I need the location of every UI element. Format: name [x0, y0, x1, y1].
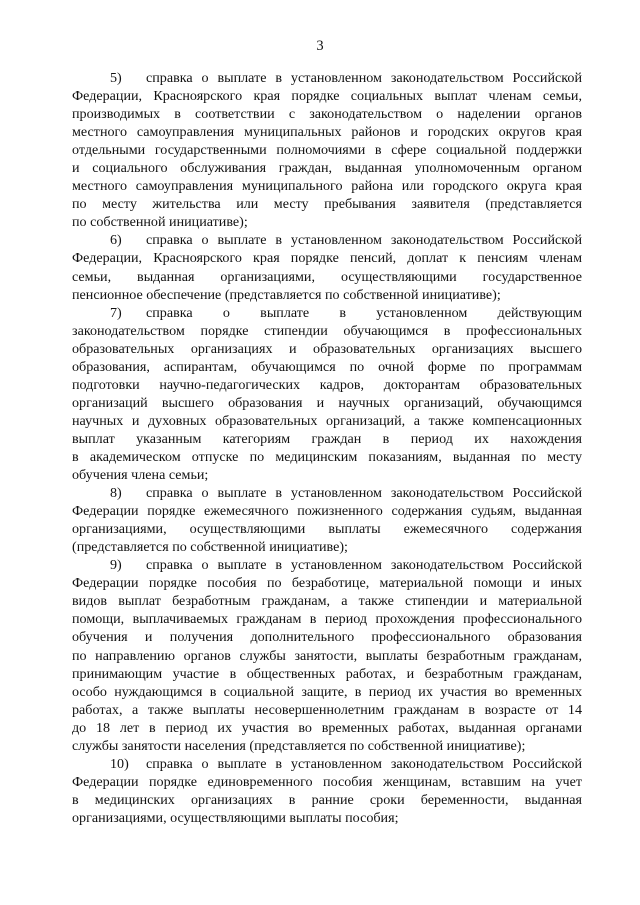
- line-text: Федерации порядке единовременного пособия женщинам, вставшим на учет: [72, 773, 582, 790]
- line-text: принимающим участие в общественных работах, и безработным гражданам,: [72, 665, 582, 682]
- text-line: [72, 430, 582, 448]
- line-text: подготовки научно-педагогических кадров, докторантам образовательных: [72, 376, 582, 393]
- line-text: Федерации, Красноярского края порядке пенсий, доплат к пенсиям членам: [72, 250, 582, 267]
- line-text: организаций высшего образования и научных организаций, обучающимся: [72, 394, 582, 411]
- text-line: [72, 123, 582, 141]
- line-text: работах, а также выплаты несовершеннолетним гражданам в возрасте от 14: [72, 701, 582, 718]
- text-line: [72, 574, 582, 592]
- line-text: организациями, осуществляющими выплаты пособия;: [72, 809, 399, 826]
- line-text: справка о выплате в установленном законодательством Российской: [146, 755, 582, 772]
- line-text: (представляется по собственной инициативе);: [72, 539, 348, 556]
- line-text: семьи, выданная организациями, осуществляющими государственное: [72, 268, 582, 285]
- line-text: образовательных организациях и образовательных организациях высшего: [72, 340, 582, 357]
- line-text: справка о выплате в установленном законодательством Российской: [146, 485, 582, 502]
- text-line: [72, 141, 582, 159]
- line-text: справка о выплате в установленном действующим: [146, 304, 582, 321]
- text-line: [72, 177, 582, 195]
- list-item-number: 6): [110, 232, 122, 249]
- text-line: [72, 358, 582, 376]
- line-text: справка о выплате в установленном законодательством Российской: [146, 232, 582, 249]
- text-line: [72, 87, 582, 105]
- line-text: Федерации, Красноярского края порядке социальных выплат членам семьи,: [72, 88, 582, 105]
- line-text: местного самоуправления муниципальных районов и городских округов края: [72, 124, 582, 141]
- text-line: [72, 791, 582, 809]
- line-text: пенсионное обеспечение (представляется по собственной инициативе);: [72, 286, 501, 303]
- line-text: в академическом отпуске по медицинским показаниям, выданная по месту: [72, 448, 582, 465]
- text-line: [72, 268, 582, 286]
- line-text: по направлению органов службы занятости, выплаты безработным гражданам,: [72, 647, 582, 664]
- line-text: организациями, осуществляющими выплаты ежемесячного содержания: [72, 521, 582, 538]
- line-text: до 18 лет в период их участия во временных работах, выданная органами: [72, 719, 582, 736]
- list-item-number: 8): [110, 485, 122, 502]
- list-item-number: 9): [110, 557, 122, 574]
- text-line: [72, 376, 582, 394]
- text-line: [72, 412, 582, 430]
- text-line: [72, 719, 582, 737]
- text-line: [72, 647, 582, 665]
- text-line: [72, 286, 582, 304]
- line-text: помощи, выплачиваемых гражданам в период прохождения профессионального: [72, 611, 582, 628]
- text-line: [72, 610, 582, 628]
- text-line: [72, 773, 582, 791]
- list-item-start-line: [72, 755, 582, 773]
- line-text: по собственной инициативе);: [72, 214, 248, 231]
- line-text: обучения члена семьи;: [72, 467, 209, 484]
- line-text: по месту жительства или месту пребывания заявителя (представляется: [72, 196, 582, 213]
- text-line: [72, 394, 582, 412]
- line-text: особо нуждающимся в социальной защите, в период их участия во временных: [72, 683, 582, 700]
- line-text: Федерации порядке пособия по безработице, материальной помощи и иных: [72, 575, 582, 592]
- text-line: [72, 628, 582, 646]
- text-line: [72, 195, 582, 213]
- document-body: [72, 69, 582, 827]
- text-line: [72, 592, 582, 610]
- text-line: [72, 466, 582, 484]
- text-line: [72, 159, 582, 177]
- text-line: [72, 340, 582, 358]
- text-line: [72, 249, 582, 267]
- line-text: Федерации порядке ежемесячного пожизненного содержания судьям, выданная: [72, 503, 582, 520]
- line-text: справка о выплате в установленном законодательством Российской: [146, 70, 582, 86]
- text-line: [72, 105, 582, 123]
- line-text: местного самоуправления муниципального района или городского округа края: [72, 178, 582, 195]
- text-line: [72, 737, 582, 755]
- list-item-start-line: [72, 231, 582, 249]
- text-line: [72, 683, 582, 701]
- page-number: 3: [316, 38, 324, 54]
- line-text: выплат указанным категориям граждан в период их нахождения: [72, 430, 582, 447]
- line-text: видов выплат безработным гражданам, а также стипендии и материальной: [72, 593, 582, 610]
- line-text: законодательством порядке стипендии обучающимся в профессиональных: [72, 322, 582, 339]
- line-text: обучения и получения дополнительного профессионального образования: [72, 629, 582, 646]
- list-item-start-line: [72, 304, 582, 322]
- line-text: отдельными государственными полномочиями в сфере социальной поддержки: [72, 142, 582, 159]
- text-line: [72, 520, 582, 538]
- list-item-start-line: [72, 484, 582, 502]
- line-text: производимых в соответствии с законодательством о наделении органов: [72, 106, 582, 123]
- line-text: и социального обслуживания граждан, выданная уполномоченным органом: [72, 160, 582, 177]
- text-line: [72, 665, 582, 683]
- text-line: [72, 448, 582, 466]
- list-item-start-line: [72, 556, 582, 574]
- text-line: [72, 502, 582, 520]
- line-text: образования, аспирантам, обучающимся по очной форме по программам: [72, 358, 582, 375]
- text-line: [72, 538, 582, 556]
- text-line: [72, 809, 582, 827]
- text-line: [72, 322, 582, 340]
- list-item-number: 7): [110, 304, 122, 321]
- line-text: справка о выплате в установленном законодательством Российской: [146, 557, 582, 574]
- line-text: научных и духовных образовательных организаций, а также компенсационных: [72, 412, 582, 429]
- text-line: [72, 701, 582, 719]
- list-item-number: 10): [110, 755, 129, 772]
- line-text: службы занятости населения (представляется по собственной инициативе);: [72, 737, 526, 754]
- text-line: [72, 213, 582, 231]
- list-item-number: 5): [110, 70, 122, 86]
- list-item-start-line: [72, 69, 582, 87]
- line-text: в медицинских организациях в ранние сроки беременности, выданная: [72, 791, 582, 808]
